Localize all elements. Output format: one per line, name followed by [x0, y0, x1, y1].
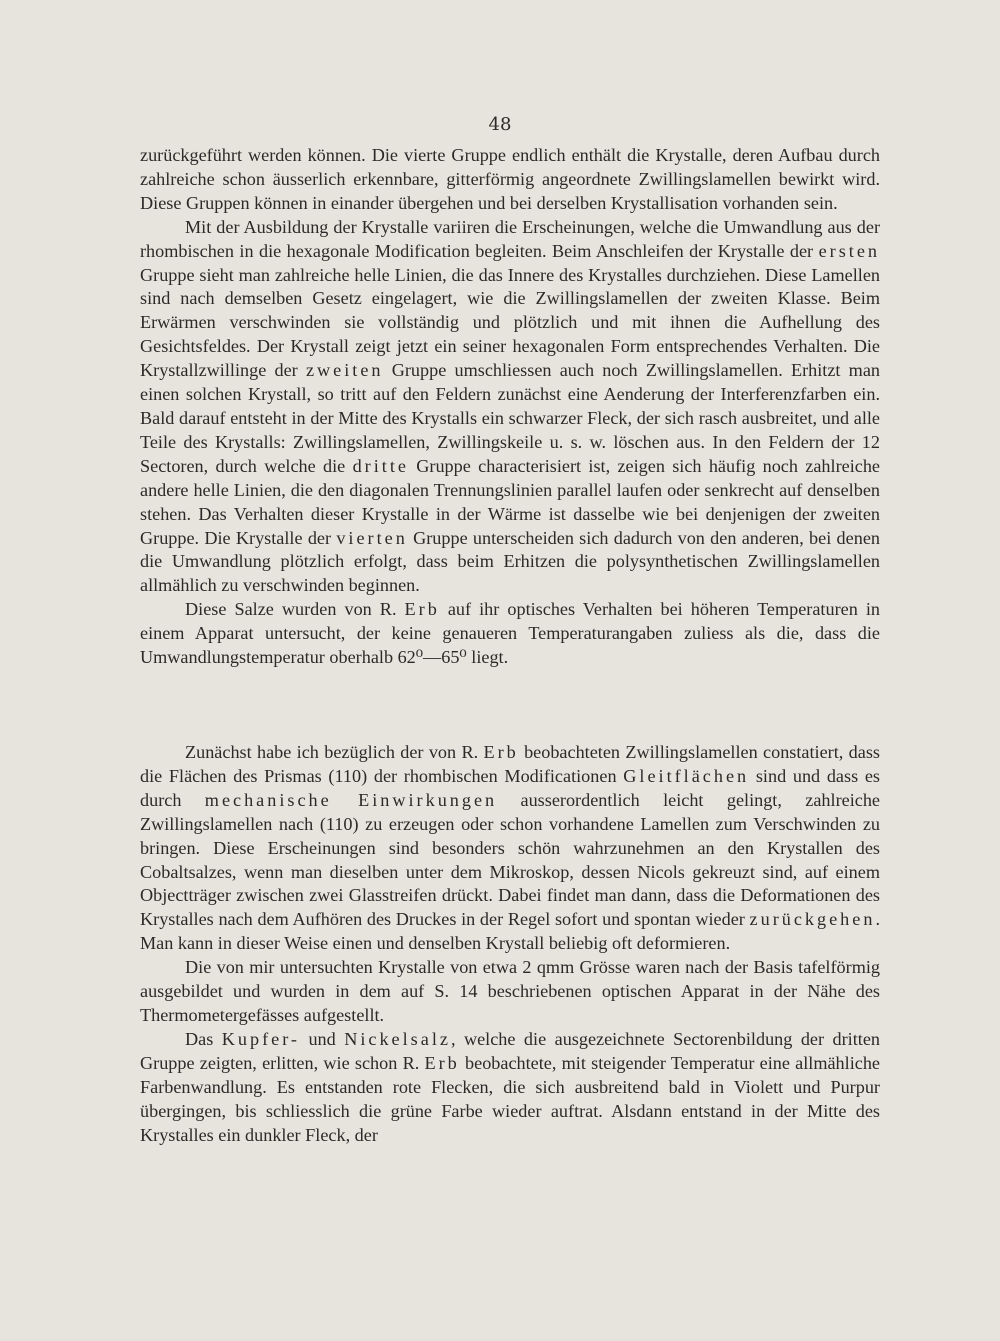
spaced-word: Erb	[404, 599, 440, 620]
spaced-word: Gleitflächen	[623, 765, 750, 786]
spaced-word: dritte	[352, 455, 409, 476]
text-block-upper	[140, 144, 880, 670]
spaced-word: Nickelsalz	[344, 1028, 451, 1049]
paragraph-3: Diese Salze wurden von R. Erb auf ihr optisches Verhalten bei höheren Temperaturen in einem Apparat untersucht, der keine genaueren Temperaturangaben zuliess als die, dass die Umwandlungstemperatur oberhalb 62⁰—65⁰ liegt.	[140, 599, 880, 668]
spaced-word: mechanische Einwirkungen	[204, 789, 498, 810]
text-block-lower	[140, 741, 880, 1147]
spaced-word: vierten	[336, 527, 408, 548]
paragraph-5: Die von mir untersuchten Krystalle von etwa 2 qmm Grösse waren nach der Basis tafelförmig ausgebildet und wurden in dem auf S. 14 beschriebenen optischen Apparat in der Nähe des Thermometergefässes aufgestellt.	[140, 957, 880, 1025]
spaced-word: Erb	[424, 1052, 460, 1073]
spaced-word: Kupfer-	[221, 1028, 300, 1049]
spaced-word: zweiten	[305, 360, 384, 381]
paragraph-6: Das Kupfer- und Nickelsalz, welche die ausgezeichnete Sectorenbildung der dritten Gruppe zeigten, erlitten, wie schon R. Erb beobachtete, mit steigender Temperatur eine allmähliche Farbenwandlung. Es entstanden rote Flecken, die sich ausbreitend bald in Violett und Purpur übergingen, bis schliesslich die grüne Farbe wieder auftrat. Alsdann entstand in der Mitte des Krystalles ein dunkler Fleck, der	[140, 1028, 880, 1145]
paragraph-4: Zunächst habe ich bezüglich der von R. Erb beobachteten Zwillingslamellen constatiert, dass die Flächen des Prismas (110) der rhombischen Modificationen Gleitflächen sind und dass es durch mechanische Einwirkungen ausserordentlich leicht gelingt, zahlreiche Zwillingslamellen nach (110) zu erzeugen oder schon vorhandene Lamellen zum Verschwinden zu bringen. Diese Erscheinungen sind besonders schön wahrzunehmen an den Krystallen des Cobaltsalzes, wenn man dieselben unter dem Mikroskop, dessen Nicols gekreuzt sind, auf einem Objectträger zwischen zwei Glasstreifen drückt. Dabei findet man dann, dass die Deformationen des Krystalles nach dem Aufhören des Druckes in der Regel sofort und spontan wieder zurückgehen. Man kann in dieser Weise einen und denselben Krystall beliebig oft deformieren.	[140, 742, 881, 954]
page-number: 48	[488, 114, 512, 135]
paragraph-2: Mit der Ausbildung der Krystalle variiren die Erscheinungen, welche die Umwandlung aus der rhombischen in die hexagonale Modification begleiten. Beim Anschleifen der Krystalle der ersten Gruppe sieht man zahlreiche helle Linien, die das Innere des Krystalles durchziehen. Diese Lamellen sind nach demselben Gesetz eingelagert, wie die Zwillingslamellen der zweiten Klasse. Beim Erwärmen verschwinden sie vollständig und plötzlich und mit ihnen die Aufhellung des Gesichtsfeldes. Der Krystall zeigt jetzt ein seiner hexagonalen Form entsprechendes Verhalten. Die Krystallzwillinge der zweiten Gruppe umschliessen auch noch Zwillingslamellen. Erhitzt man einen solchen Krystall, so tritt auf den Feldern zunächst eine Aenderung der Interferenzfarben ein. Bald darauf entsteht in der Mitte des Krystalls ein schwarzer Fleck, der sich rasch ausbreitet, und alle Teile des Krystalls: Zwillingslamellen, Zwillingskeile u. s. w. löschen aus. In den Feldern der 12 Sectoren, durch welche die dritte Gruppe characterisiert ist, zeigen sich häufig noch zahlreiche andere helle Linien, die den diagonalen Trennungslinien parallel laufen oder senkrecht auf denselben stehen. Das Verhalten dieser Krystalle in der Wärme ist dasselbe wie bei denjenigen der zweiten Gruppe. Die Krystalle der vierten Gruppe unterscheiden sich dadurch von den anderen, bei denen die Umwandlung plötzlich erfolgt, dass beim Erhitzen die polysynthetischen Zwillingslamellen allmählich zu verschwinden beginnen.	[140, 216, 880, 596]
paragraph-1: zurückgeführt werden können. Die vierte Gruppe endlich enthält die Krystalle, deren Aufbau durch zahlreiche schon äusserlich erkennbare, gitterförmig angeordnete Zwillingslamellen bewirkt wird. Diese Gruppen können in einander übergehen und bei derselben Krystallisation vorhanden sein.	[140, 145, 880, 213]
spaced-word: ersten	[818, 240, 880, 261]
spaced-word: Erb	[483, 742, 519, 762]
spaced-word: zurückgehen	[749, 909, 876, 930]
